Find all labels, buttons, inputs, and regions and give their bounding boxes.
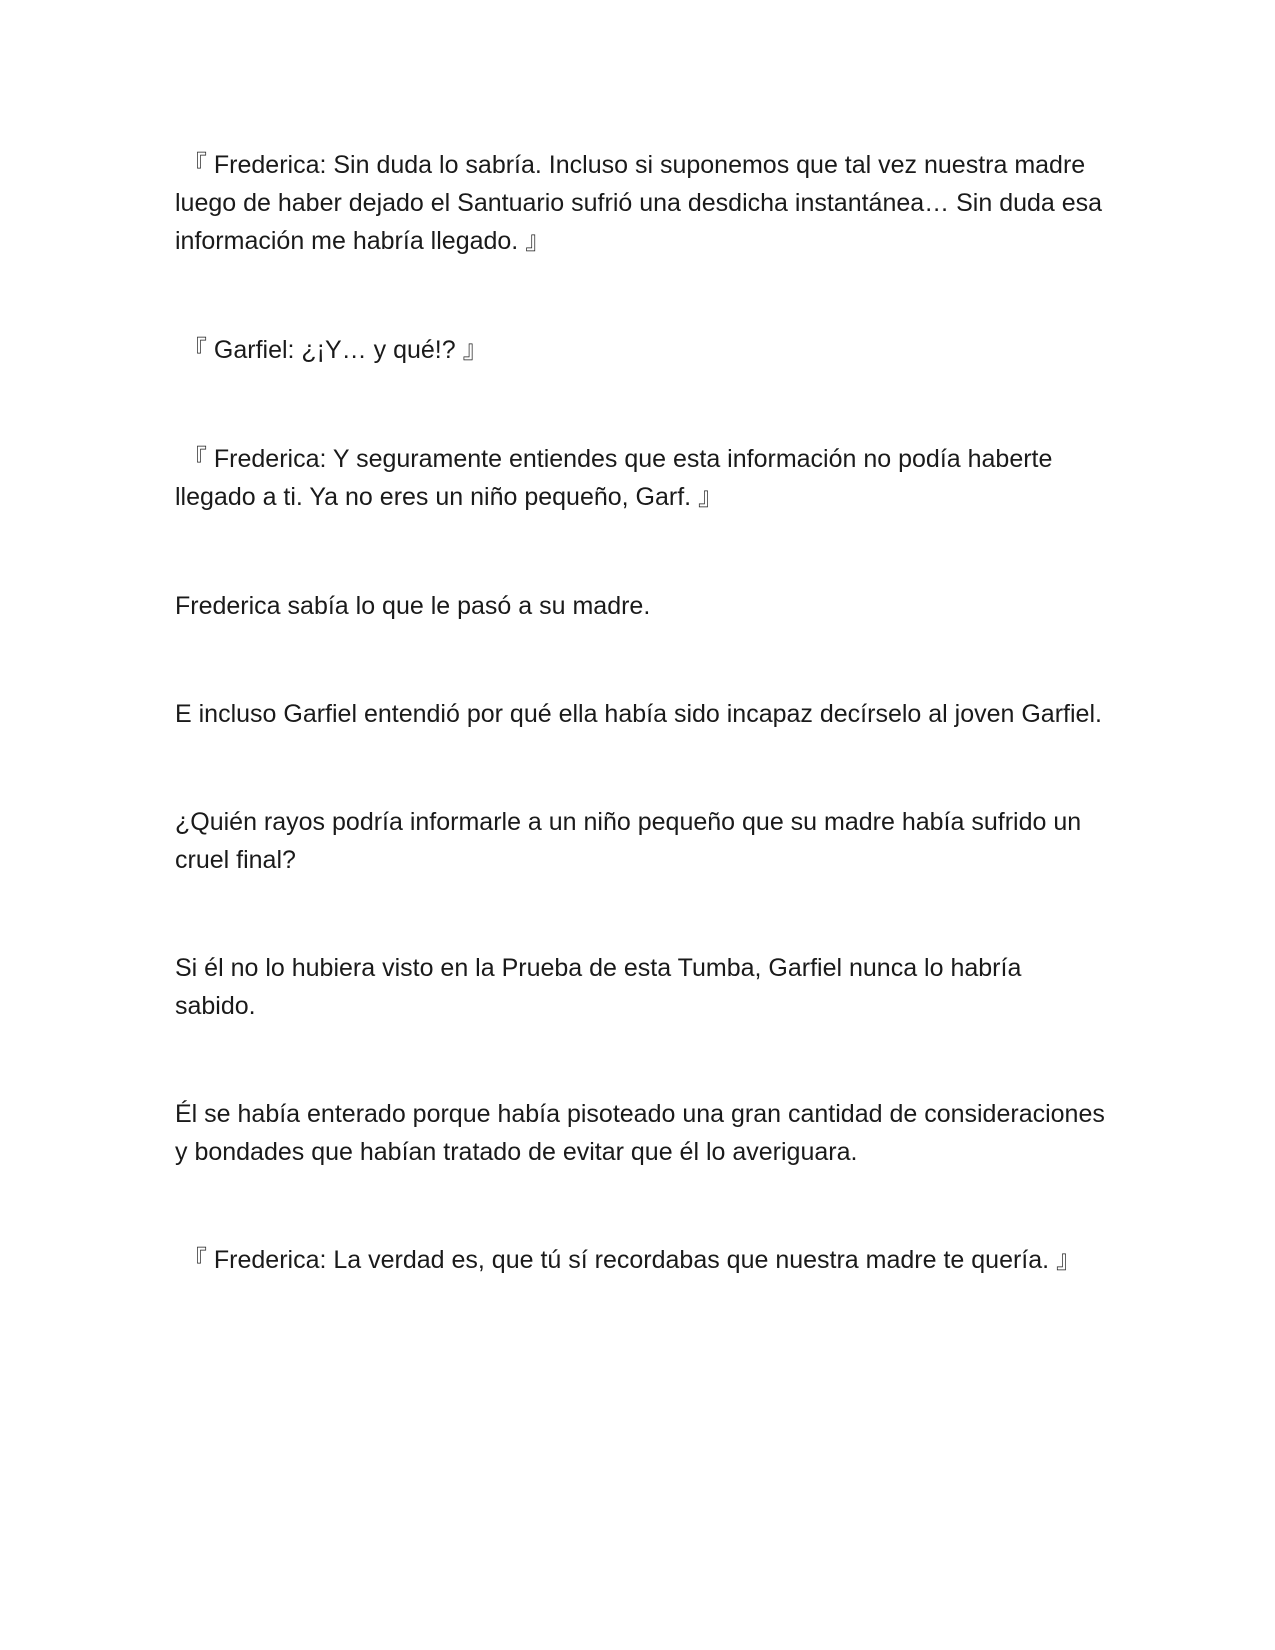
text-column [175,146,1105,1279]
paragraph-narration-5: Él se había enterado porque había pisoteado una gran cantidad de consideraciones y bondades que habían tratado de evitar que él lo averiguara. [175,1100,1105,1166]
paragraph-narration-3: ¿Quién rayos podría informarle a un niño pequeño que su madre había sufrido un cruel final? [175,808,1082,874]
paragraph-narration-1: Frederica sabía lo que le pasó a su madre. [175,592,651,620]
paragraph-frederica-dialogue-2: 『 Frederica: Y seguramente entiendes que esta información no podía haberte llegado a ti. Ya no eres un niño pequeño, Garf. 』 [175,445,1053,511]
paragraph-narration-4: Si él no lo hubiera visto en la Prueba de esta Tumba, Garfiel nunca lo habría sabido. [175,954,1022,1020]
paragraph-frederica-dialogue-1: 『 Frederica: Sin duda lo sabría. Incluso si suponemos que tal vez nuestra madre luego de haber dejado el Santuario sufrió una desdicha instantánea… Sin duda esa información me habría llegado. 』 [175,151,1103,255]
paragraph-frederica-dialogue-3: 『 Frederica: La verdad es, que tú sí recordabas que nuestra madre te quería. 』 [175,1246,1082,1274]
paragraph-garfiel-dialogue: 『 Garfiel: ¿¡Y… y qué!? 』 [175,336,488,364]
paragraph-narration-2: E incluso Garfiel entendió por qué ella había sido incapaz decírselo al joven Garfiel. [175,700,1102,728]
